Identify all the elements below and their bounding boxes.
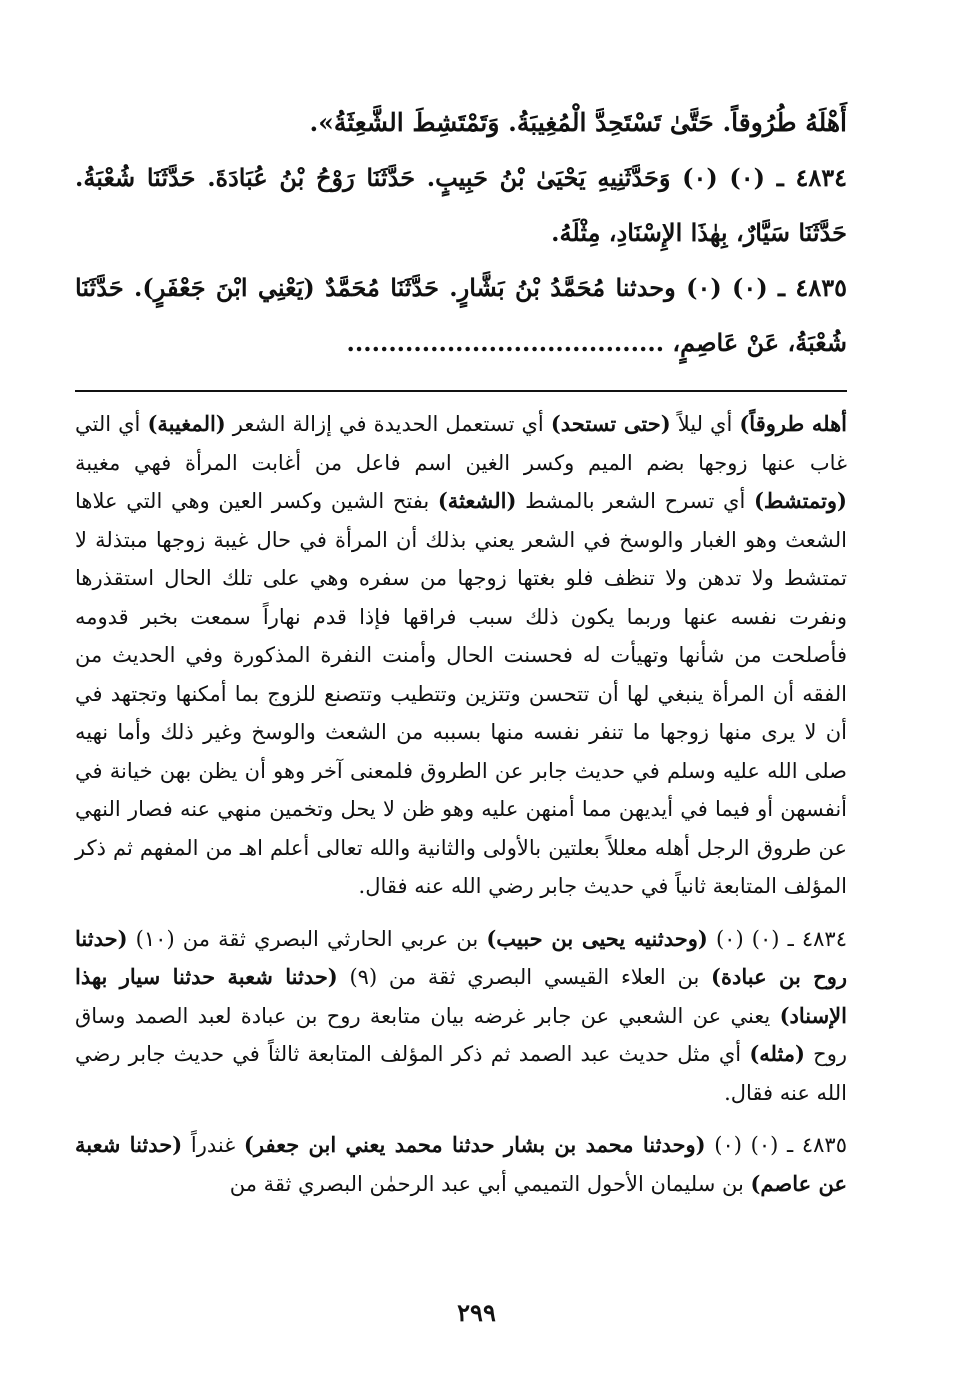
ellipsis-dots: ......................................: [346, 328, 665, 357]
bold-quote-run: (مثله): [749, 1041, 805, 1066]
commentary: [75, 405, 847, 1203]
commentary-run: أي التي غاب عنها زوجها بضم الميم وكسر الغين اسم فاعل من أغابت المرأة فهي مغيبة: [75, 412, 847, 475]
commentary-run: أي مثل حديث عبد الصمد ثم ذكر المؤلف المتابعة ثالثاً في حديث جابر رضي الله عنه فقال.: [75, 1042, 847, 1105]
commentary-run: أي تسرح الشعر بالمشط: [516, 489, 754, 513]
hadith-4834: ٤٨٣٤ ـ (٠) (٠) وَحَدَّثَنِيهِ يَحْيَىٰ بْنُ حَبِيبٍ. حَدَّثَنَا رَوْحُ بْنُ عُبَادَةَ. حَدَّثَنَا شُعْبَةُ. حَدَّثَنَا سَيَّارٌ، بِهٰذَا الإِسْنَادِ، مِثْلَهُ.: [75, 163, 847, 247]
bold-quote-run: أهله طروقاً): [739, 411, 847, 436]
bold-quote-run: (وحدثنيه يحيى بن حبيب): [486, 925, 708, 951]
hadith-4835-text: ٤٨٣٥ ـ (٠) (٠) وحدثنا مُحَمَّدُ بْنُ بَشَّارٍ. حَدَّثَنَا مُحَمَّدٌ (يَعْنِي ابْنَ جَعْفَرٍ). حَدَّثَنَا شُعْبَةُ، عَنْ عَاصِمٍ،: [75, 273, 847, 357]
commentary-paragraph: [75, 1126, 847, 1203]
bold-quote-run: (المغيبة): [147, 411, 226, 436]
bold-quote-run: (وحدثنا محمد بن بشار حدثنا محمد يعني ابن جعفر): [243, 1132, 706, 1157]
bold-quote-run: (وتمتشط): [753, 488, 847, 513]
bold-quote-run: (حتى تستحد): [550, 411, 671, 436]
matn-line-1: أَهْلَهُ طُرُوقاً. حَتَّىٰ تَسْتَحِدَّ الْمُغِيبَةُ. وَتَمْتَشِطَ الشَّعِثَةُ».: [309, 108, 847, 137]
commentary-run: ٤٨٣٤ ـ (٠) (٠): [707, 926, 847, 951]
commentary-run: بفتح الشين وكسر العين وهي التي علاها الشعث وهو الغبار والوسخ في الشعر يعني بذلك أن المرأة في حال غيبة زوجها مبتذلة لا تمتشط ولا تدهن ولا تنظف فلو بغتها زوجها من سفره وهي على تلك الحال استقذرها ونفرت نفسه عنها وربما يكون ذلك سبب فراقها فإذا قدم نهاراً سمعت بخبر قدومه فأصلحت من شأنها وتهيأت له فحسنت الحال وأمنت النفرة المذكورة وفي الحديث من الفقه أن المرأة ينبغي لها أن تتحسن وتتزين وتتطيب وتتصنع للزوج بما أمكنها وتجتهد في أن لا يرى منها زوجها ما تنفر نفسه منها بسببه من الشعث والوسخ وغير ذلك وأما نهيه صلى الله عليه وسلم في حديث جابر عن الطروق فلمعنى آخر وهو أن يظن بهن خيانة في أنفسهن أو فيما في أيديهن مما أمنهن عليه وهو ظن لا يحل وتخمين منهي عنه فصار النهي عن طروق الرجل أهله معللاً بعلتين بالأولى والثانية والله تعالى أعلم اهـ من المفهم ثم ذكر المؤلف المتابعة ثانياً في حديث جابر رضي الله عنه فقال.: [75, 489, 847, 898]
bold-quote-run: (حدثنا شعبة عن عاصم): [75, 1132, 847, 1196]
commentary-run: غندراً: [182, 1133, 244, 1157]
commentary-run: أي ليلاً: [670, 412, 740, 436]
commentary-run: بن عربي الحارثي البصري ثقة من (١٠): [127, 926, 487, 951]
commentary-run: أي تستعمل الحديدة في إزالة الشعر: [225, 412, 551, 436]
footnote-separator: [75, 390, 847, 392]
commentary-run: ٤٨٣٥ ـ (٠) (٠): [705, 1133, 847, 1157]
bold-quote-run: (حدثنا شعبة حدثنا سيار بهذا الإسناد): [75, 964, 847, 1028]
bold-quote-run: (حدثنا روح بن عبادة): [75, 925, 847, 989]
page-number: ٢٩٩: [457, 1298, 496, 1327]
bold-quote-run: (الشعثة): [437, 488, 517, 513]
commentary-run: يعني عن الشعبي عن جابر غرضه بيان متابعة روح بن عبادة لعبد الصمد وساق روح: [75, 1003, 847, 1066]
hadith-4835: [75, 260, 847, 370]
commentary-run: بن العلاء القيسي البصري ثقة من (٩): [337, 965, 712, 989]
commentary-paragraph: [75, 405, 847, 906]
commentary-run: بن سليمان الأحول التميمي أبي عبد الرحمٰن البصري ثقة من: [229, 1171, 751, 1196]
hadith-text: [75, 95, 847, 370]
commentary-paragraph: [75, 920, 847, 1113]
